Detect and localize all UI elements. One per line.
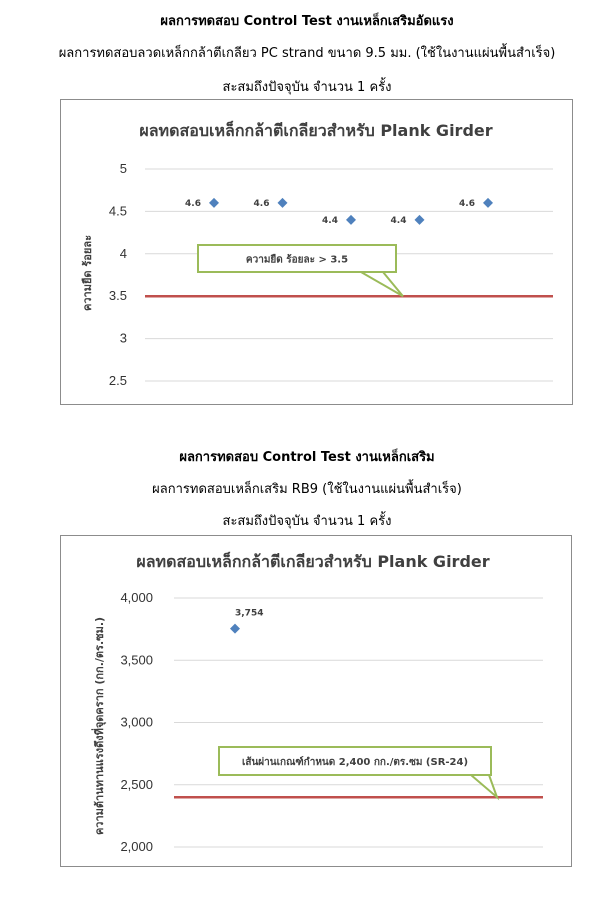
y-tick-label: 4.5: [108, 203, 127, 219]
data-label: 4.6: [185, 198, 201, 209]
data-label: 4.6: [459, 198, 475, 209]
section2-cumulative: สะสมถึงปัจจุบัน จำนวน 1 ครั้ง: [222, 514, 392, 529]
chart1-callout-pointer: [361, 272, 403, 296]
chart2-data-labels: [235, 609, 263, 619]
chart2-title: ผลทดสอบเหล็กกล้าตีเกลียวสำหรับ Plank Girder: [136, 552, 490, 571]
chart2-points: [230, 624, 240, 634]
data-point: [415, 215, 425, 225]
section2-subheading: ผลการทดสอบเหล็กเสริม RB9 (ใช้ในงานแผ่นพื้นสำเร็จ): [152, 482, 462, 497]
data-point: [346, 215, 356, 225]
data-label: 4.4: [322, 215, 338, 226]
chart2-y-axis-label: ความต้านทานแรงดึงที่จุดคราก (กก./ตร.ซม.): [93, 616, 106, 836]
y-tick-label: 3,500: [120, 652, 153, 668]
data-label: 3,754: [235, 608, 264, 619]
y-tick-label: 5: [119, 161, 127, 176]
data-label: 4.4: [390, 215, 407, 226]
chart2-svg: [61, 536, 571, 866]
y-tick-label: 2,000: [120, 839, 153, 854]
y-tick-label: 3.5: [108, 288, 127, 304]
data-point: [230, 624, 240, 634]
y-tick-label: 4,000: [120, 590, 153, 605]
chart2-callout-pointer: [471, 775, 497, 797]
chart1-title: ผลทดสอบเหล็กกล้าตีเกลียวสำหรับ Plank Girder: [139, 121, 493, 140]
section1-cumulative: สะสมถึงปัจจุบัน จำนวน 1 ครั้ง: [222, 80, 392, 95]
chart1-container: [60, 99, 573, 405]
chart2-container: [60, 535, 572, 867]
section1-subheading: ผลการทดสอบลวดเหล็กกล้าตีเกลียว PC strand ขนาด 9.5 มม. (ใช้ในงานแผ่นพื้นสำเร็จ): [58, 46, 556, 61]
data-label: 4.6: [253, 198, 270, 209]
chart2-gridlines: [174, 598, 543, 847]
y-tick-label: 4: [119, 245, 127, 261]
chart1-svg: [61, 100, 572, 404]
chart1-gridlines: [145, 169, 553, 381]
y-tick-label: 3,000: [120, 714, 153, 730]
data-point: [483, 198, 493, 208]
chart1-data-labels: [185, 199, 475, 226]
y-tick-label: 2.5: [108, 373, 127, 388]
section2-heading: ผลการทดสอบ Control Test งานเหล็กเสริม: [179, 450, 435, 465]
section1-heading: ผลการทดสอบ Control Test งานเหล็กเสริมอัดแรง: [160, 14, 454, 29]
data-point: [209, 198, 219, 208]
y-tick-label: 2,500: [120, 776, 153, 792]
chart1-callout-text: ความยืด ร้อยละ > 3.5: [245, 254, 349, 266]
chart1-y-ticks: [109, 161, 127, 388]
chart2-callout-text: เส้นผ่านเกณฑ์กำหนด 2,400 กก./ตร.ซม (SR-24): [241, 757, 469, 768]
data-point: [278, 198, 288, 208]
chart2-y-ticks: [120, 590, 153, 854]
y-tick-label: 3: [119, 330, 127, 346]
chart1-y-axis-label: ความยืด ร้อยละ: [81, 235, 94, 311]
